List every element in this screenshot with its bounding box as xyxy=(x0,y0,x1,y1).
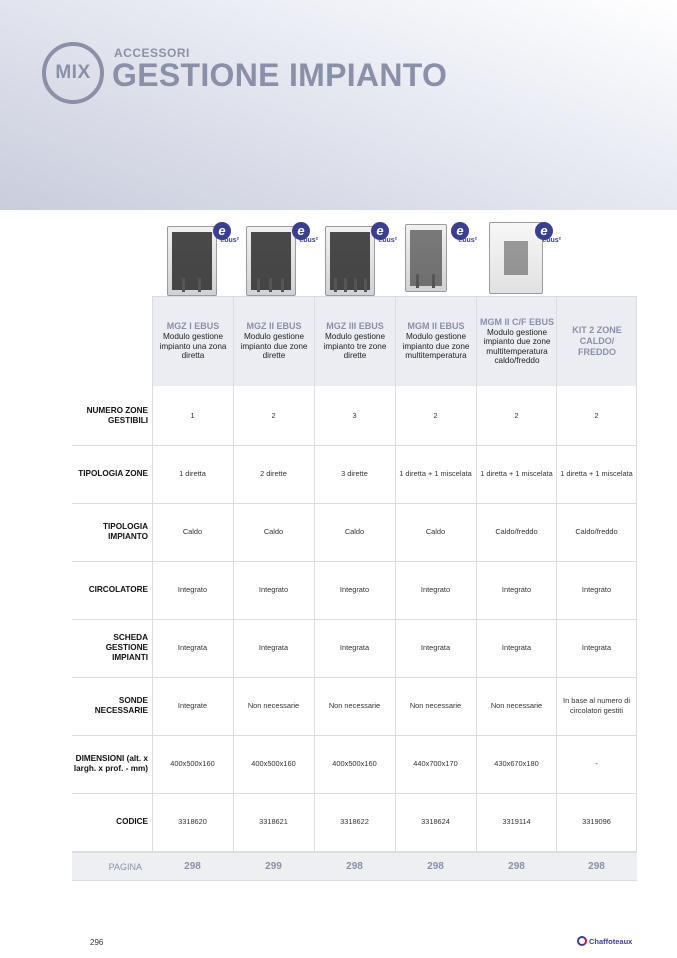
table-cell: 2 xyxy=(594,411,599,420)
table-cell: 1 diretta + 1 miscelata xyxy=(480,469,553,478)
row-label: CIRCOLATORE xyxy=(88,585,148,594)
product-description: Modulo gestione impianto due zone multitemperatura xyxy=(402,332,470,361)
table-cell: Integrato xyxy=(581,585,612,594)
ebus-logo-icon: e ebus² xyxy=(365,222,395,248)
column-header xyxy=(233,296,314,386)
product-name: KIT 2 ZONE CALDO/ FREDDO xyxy=(572,324,622,357)
row-label: TIPOLOGIA IMPIANTO xyxy=(102,522,148,541)
product-image-2 xyxy=(246,222,316,294)
page-title: GESTIONE IMPIANTO xyxy=(112,57,448,93)
product-name: MGZ I EBUS xyxy=(166,321,220,332)
column-header xyxy=(395,296,476,386)
table-cell: Integrato xyxy=(420,585,451,594)
table-cell: Non necessarie xyxy=(490,701,543,710)
product-name: MGM II EBUS xyxy=(407,321,465,332)
table-cell: 3319096 xyxy=(582,817,611,826)
table-cell: Integrato xyxy=(258,585,289,594)
product-image-3 xyxy=(325,222,395,294)
section-kicker: ACCESSORI xyxy=(114,46,190,60)
pagina-link[interactable]: 299 xyxy=(265,861,282,872)
pagina-link[interactable]: 298 xyxy=(588,861,605,872)
brand-icon xyxy=(577,936,587,946)
product-description: Modulo gestione impianto due zone dirette xyxy=(240,332,308,361)
table-cell: 3 xyxy=(352,411,357,420)
table-cell: Caldo xyxy=(263,527,284,536)
table-cell: 3318622 xyxy=(340,817,369,826)
table-cell: Caldo/freddo xyxy=(575,527,618,536)
mix-badge xyxy=(42,42,104,104)
column-divider xyxy=(556,296,557,881)
pagina-link[interactable]: 298 xyxy=(508,861,525,872)
column-header xyxy=(152,296,233,386)
table-cell: 2 dirette xyxy=(260,469,287,478)
table-cell: 1 diretta xyxy=(179,469,206,478)
table-cell: Integrato xyxy=(177,585,208,594)
table-cell: 400x500x160 xyxy=(170,759,215,768)
ebus-logo-icon: e ebus² xyxy=(286,222,316,248)
mix-badge-label: MIX xyxy=(55,62,91,83)
table-cell: - xyxy=(595,759,598,768)
table-cell: 1 diretta + 1 miscelata xyxy=(399,469,472,478)
table-cell: Non necessarie xyxy=(409,701,462,710)
column-divider xyxy=(395,296,396,881)
table-cell: Caldo xyxy=(182,527,203,536)
product-description: Modulo gestione impianto una zona diretta xyxy=(159,332,227,361)
table-cell: 400x500x160 xyxy=(332,759,377,768)
brand-logo xyxy=(577,936,632,946)
row-label: NUMERO ZONE GESTIBILI xyxy=(86,406,148,425)
product-description: Modulo gestione impianto due zone multitemperatura caldo/freddo xyxy=(483,327,551,365)
row-label: CODICE xyxy=(116,817,148,826)
table-cell: Integrate xyxy=(177,701,208,710)
column-divider xyxy=(314,296,315,881)
table-cell: 1 diretta + 1 miscelata xyxy=(560,469,633,478)
column-divider xyxy=(152,296,153,881)
table-cell: 2 xyxy=(271,411,276,420)
row-label: TIPOLOGIA ZONE xyxy=(78,469,148,478)
product-name: MGZ II EBUS xyxy=(246,321,302,332)
table-cell: 2 xyxy=(514,411,519,420)
table-cell: Non necessarie xyxy=(328,701,381,710)
table-cell: 3319114 xyxy=(502,817,531,826)
table-cell: Integrata xyxy=(581,643,612,652)
product-image-1 xyxy=(167,222,237,294)
table-cell: 3318624 xyxy=(421,817,450,826)
product-image-4 xyxy=(405,222,475,294)
table-cell: 2 xyxy=(433,411,438,420)
table-cell: 430x670x180 xyxy=(494,759,539,768)
table-cell: Caldo xyxy=(344,527,365,536)
column-divider xyxy=(233,296,234,881)
ebus-logo-icon: e ebus² xyxy=(445,222,475,248)
table-cell: Integrata xyxy=(501,643,532,652)
table-cell: Integrata xyxy=(420,643,451,652)
ebus-logo-icon: e ebus² xyxy=(529,222,559,248)
table-cell: Integrata xyxy=(339,643,370,652)
page-number: 296 xyxy=(90,938,104,947)
product-name: MGM II C/F EBUS xyxy=(480,316,554,327)
table-cell: Caldo xyxy=(425,527,446,536)
table-cell: 3318621 xyxy=(259,817,288,826)
brand-name: Chaffoteaux xyxy=(589,936,633,946)
product-name: MGZ III EBUS xyxy=(326,321,384,332)
table-cell: 3318620 xyxy=(178,817,207,826)
table-cell: Integrato xyxy=(501,585,532,594)
table-cell: Integrato xyxy=(339,585,370,594)
column-header xyxy=(314,296,395,386)
column-header xyxy=(556,296,637,386)
product-image-5 xyxy=(489,222,559,294)
product-description: Modulo gestione impianto tre zone dirette xyxy=(323,332,387,361)
pagina-label: PAGINA xyxy=(108,861,142,872)
table-cell: Integrata xyxy=(177,643,208,652)
table-cell: 400x500x160 xyxy=(251,759,296,768)
pagina-link[interactable]: 298 xyxy=(427,861,444,872)
column-header xyxy=(476,296,557,386)
column-divider xyxy=(636,296,637,881)
table-cell: 440x700x170 xyxy=(413,759,458,768)
row-label: SONDE NECESSARIE xyxy=(94,696,148,715)
hero-banner xyxy=(0,0,677,210)
pagina-link[interactable]: 298 xyxy=(184,861,201,872)
table-cell: In base al numero di circolatori gestiti xyxy=(563,696,630,715)
table-cell: Caldo/freddo xyxy=(495,527,538,536)
ebus-logo-icon: e ebus² xyxy=(207,222,237,248)
table-cell: 3 dirette xyxy=(341,469,368,478)
column-divider xyxy=(476,296,477,881)
row-label: DIMENSIONI (alt. x largh. x prof. - mm) xyxy=(73,754,148,773)
table-cell: Non necessarie xyxy=(247,701,300,710)
table-cell: Integrata xyxy=(258,643,289,652)
table-cell: 1 xyxy=(190,411,195,420)
row-label: SCHEDA GESTIONE IMPIANTI xyxy=(105,633,148,662)
pagina-link[interactable]: 298 xyxy=(346,861,363,872)
